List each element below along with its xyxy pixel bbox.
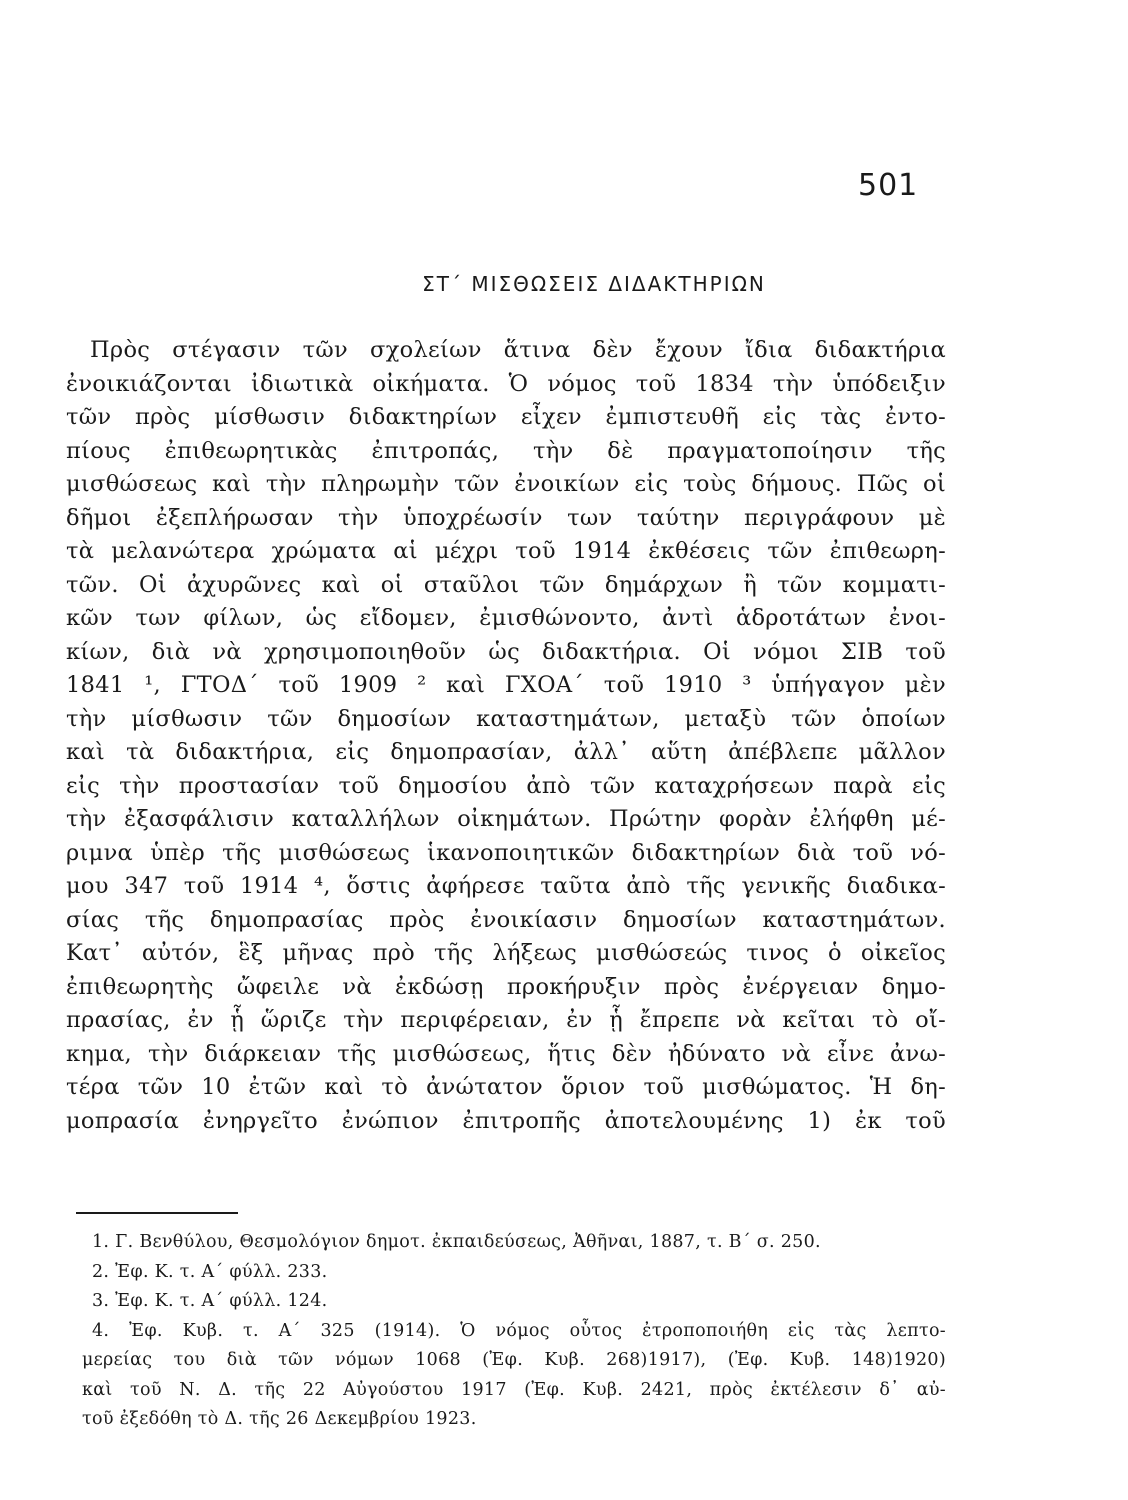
body-line: τέρα τῶν 10 ἐτῶν καὶ τὸ ἀνώτατον ὅριον τοῦ μισθώματος. Ἡ δη- xyxy=(66,1074,946,1100)
body-line: κίων, διὰ νὰ χρησιμοποιηθοῦν ὡς διδακτήρια. Οἱ νόμοι ΣΙΒ τοῦ xyxy=(66,638,946,665)
footnote-4-continuation: μερείας του διὰ τῶν νόμων 1068 (Ἐφ. Κυβ. 268)1917), (Ἐφ. Κυβ. 148)1920) xyxy=(82,1350,946,1370)
body-line: ριμνα ὑπὲρ τῆς μισθώσεως ἱκανοποιητικῶν διδακτηρίων διὰ τοῦ νό- xyxy=(66,839,946,866)
body-line: πρασίας, ἐν ᾗ ὥριζε τὴν περιφέρειαν, ἐν ᾗ ἔπρεπε νὰ κεῖται τὸ οἴ- xyxy=(66,1007,946,1033)
body-line: μοπρασία ἐνηργεῖτο ἐνώπιον ἐπιτροπῆς ἀποτελουμένης 1) ἐκ τοῦ xyxy=(66,1107,946,1134)
body-line: τῶν. Οἱ ἀχυρῶνες καὶ οἱ σταῦλοι τῶν δημάρχων ἢ τῶν κομματι- xyxy=(66,571,946,598)
footnote-1: 1. Γ. Βενθύλου, Θεσμολόγιον δημοτ. ἐκπαιδεύσεως, Ἀθῆναι, 1887, τ. Β΄ σ. 250. xyxy=(92,1232,821,1252)
footnotes xyxy=(82,1228,946,1435)
body-line: ἐπιθεωρητὴς ὤφειλε νὰ ἐκδώσῃ προκήρυξιν πρὸς ἐνέργειαν δημο- xyxy=(66,973,946,1000)
body-line: τὴν ἐξασφάλισιν καταλλήλων οἰκημάτων. Πρώτην φορὰν ἐλήφθη μέ- xyxy=(66,806,946,832)
body-line: εἰς τὴν προστασίαν τοῦ δημοσίου ἀπὸ τῶν καταχρήσεων παρὰ εἰς xyxy=(66,772,946,799)
footnote-4-continuation: καὶ τοῦ Ν. Δ. τῆς 22 Αὐγούστου 1917 (Ἐφ. Κυβ. 2421, πρὸς ἐκτέλεσιν δ᾽ αὐ- xyxy=(82,1379,946,1400)
section-title: ΣΤ΄ ΜΙΣΘΩΣΕΙΣ ΔΙΔΑΚΤΗΡΙΩΝ xyxy=(422,272,766,296)
body-line: δῆμοι ἐξεπλήρωσαν τὴν ὑποχρέωσίν των ταύτην περιγράφουν μὲ xyxy=(66,504,946,531)
body-line: σίας τῆς δημοπρασίας πρὸς ἐνοικίασιν δημοσίων καταστημάτων. xyxy=(66,906,946,933)
body-line: κημα, τὴν διάρκειαν τῆς μισθώσεως, ἥτις δὲν ἠδύνατο νὰ εἶνε ἀνω- xyxy=(66,1040,946,1067)
body-line: ἐνοικιάζονται ἰδιωτικὰ οἰκήματα. Ὁ νόμος τοῦ 1834 τὴν ὑπόδειξιν xyxy=(66,370,946,397)
body-line: τὴν μίσθωσιν τῶν δημοσίων καταστημάτων, μεταξὺ τῶν ὁποίων xyxy=(66,705,946,732)
footnote-2: 2. Ἐφ. Κ. τ. Α΄ φύλλ. 233. xyxy=(92,1261,328,1282)
body-line: Πρὸς στέγασιν τῶν σχολείων ἅτινα δὲν ἔχουν ἴδια διδακτήρια xyxy=(90,337,946,363)
page-number: 501 xyxy=(858,168,919,203)
body-line: μου 347 τοῦ 1914 ⁴, ὅστις ἀφήρεσε ταῦτα ἀπὸ τῆς γενικῆς διαδικα- xyxy=(66,873,946,899)
body-line: τὰ μελανώτερα χρώματα αἱ μέχρι τοῦ 1914 ἐκθέσεις τῶν ἐπιθεωρη- xyxy=(66,538,946,564)
footnote-3: 3. Ἐφ. Κ. τ. Α΄ φύλλ. 124. xyxy=(92,1291,328,1311)
body-line: κῶν των φίλων, ὡς εἴδομεν, ἐμισθώνοντο, ἀντὶ ἁδροτάτων ἐνοι- xyxy=(66,605,946,631)
body-line: 1841 ¹, ΓΤΟΔ΄ τοῦ 1909 ² καὶ ΓΧΟΑ΄ τοῦ 1910 ³ ὑπήγαγον μὲν xyxy=(66,672,946,698)
footnote-divider xyxy=(76,1212,238,1214)
body-line: πίους ἐπιθεωρητικὰς ἐπιτροπάς, τὴν δὲ πραγματοποίησιν τῆς xyxy=(66,437,946,464)
footnote-4-continuation: τοῦ ἐξεδόθη τὸ Δ. τῆς 26 Δεκεμβρίου 1923. xyxy=(82,1409,477,1429)
footnote-4: 4. Ἐφ. Κυβ. τ. Α΄ 325 (1914). Ὁ νόμος οὗτος ἐτροποποιήθη εἰς τὰς λεπτο- xyxy=(92,1320,946,1341)
body-line: καὶ τὰ διδακτήρια, εἰς δημοπρασίαν, ἀλλ᾽ αὕτη ἀπέβλεπε μᾶλλον xyxy=(66,739,946,765)
body-line: τῶν πρὸς μίσθωσιν διδακτηρίων εἶχεν ἐμπιστευθῆ εἰς τὰς ἐντο- xyxy=(66,404,946,430)
body-line: Κατ᾽ αὐτόν, ἓξ μῆνας πρὸ τῆς λήξεως μισθώσεώς τινος ὁ οἰκεῖος xyxy=(66,940,946,966)
body-line: μισθώσεως καὶ τὴν πληρωμὴν τῶν ἐνοικίων εἰς τοὺς δήμους. Πῶς οἱ xyxy=(66,471,946,497)
body-text xyxy=(66,334,946,1138)
